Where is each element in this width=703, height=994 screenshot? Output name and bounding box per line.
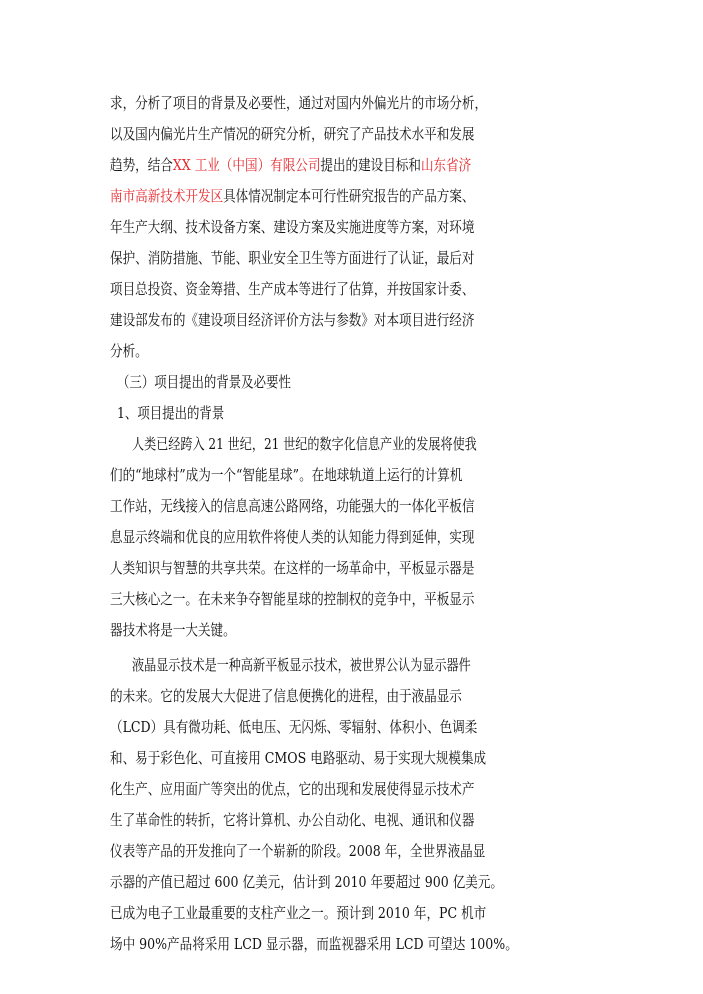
paragraph-line: 示器的产值已超过 600 亿美元，估计到 2010 年要超过 900 亿美元。 <box>110 873 503 891</box>
subsection-heading: 1、项目提出的背景 <box>117 404 225 422</box>
paragraph-line: 已成为电子工业最重要的支柱产业之一。预计到 2010 年，PC 机市 <box>110 904 487 922</box>
section-heading: （三）项目提出的背景及必要性 <box>117 373 291 391</box>
text-segment: 趋势，结合 <box>110 156 173 174</box>
paragraph-line-with-highlights <box>110 186 699 206</box>
paragraph-line: 求，分析了项目的背景及必要性，通过对国内外偏光片的市场分析， <box>110 94 488 112</box>
paragraph-line: 器技术将是一大关键。 <box>110 621 236 639</box>
highlighted-company-name: XX 工业（中国）有限公司 <box>172 156 321 174</box>
paragraph-line: 建设部发布的《建设项目经济评价方法与参数》对本项目进行经济 <box>110 311 475 329</box>
text-segment: 提出的建设目标和 <box>320 156 421 174</box>
paragraph-line: 人类已经跨入 21 世纪，21 世纪的数字化信息产业的发展将使我 <box>132 435 477 453</box>
paragraph-line: 年生产大纲、技术设备方案、建设方案及实施进度等方案，对环境 <box>110 218 475 236</box>
paragraph-line: 项目总投资、资金筹措、生产成本等进行了估算，并按国家计委、 <box>110 280 475 298</box>
paragraph-line: 液晶显示技术是一种高新平板显示技术，被世界公认为显示器件 <box>132 656 471 674</box>
paragraph-line: 生了革命性的转折，它将计算机、办公自动化、电视、通讯和仪器 <box>110 811 475 829</box>
paragraph-line: 们的“地球村”成为一个“智能星球”。在地球轨道上运行的计算机 <box>110 466 463 484</box>
paragraph-line: 息显示终端和优良的应用软件将使人类的认知能力得到延伸，实现 <box>110 528 475 546</box>
highlighted-location-continued: 南市高新技术开发区 <box>110 187 224 205</box>
paragraph-line: 化生产、应用面广等突出的优点，它的出现和发展使得显示技术产 <box>110 780 475 798</box>
paragraph-line: 以及国内偏光片生产情况的研究分析，研究了产品技术水平和发展 <box>110 125 475 143</box>
highlighted-location: 山东省济 <box>420 156 472 174</box>
paragraph-line: 保护、消防措施、节能、职业安全卫生等方面进行了认证，最后对 <box>110 249 475 267</box>
paragraph-line: 仪表等产品的开发推向了一个崭新的阶段。2008 年，全世界液晶显 <box>110 842 486 860</box>
paragraph-line: （LCD）具有微功耗、低电压、无闪烁、零辐射、体积小、色调柔 <box>110 718 478 736</box>
paragraph-line: 工作站，无线接入的信息高速公路网络，功能强大的一体化平板信 <box>110 497 475 515</box>
text-segment: 具体情况制定本可行性研究报告的产品方案、 <box>223 187 475 205</box>
paragraph-line: 三大核心之一。在未来争夺智能星球的控制权的竞争中，平板显示 <box>110 590 475 608</box>
paragraph-line: 场中 90%产品将采用 LCD 显示器，而监视器采用 LCD 可望达 100%。 <box>110 935 518 953</box>
paragraph-line: 分析。 <box>110 342 148 360</box>
paragraph-line: 和、易于彩色化、可直接用 CMOS 电路驱动、易于实现大规模集成 <box>110 749 487 767</box>
paragraph-line: 人类知识与智慧的共享共荣。在这样的一场革命中，平板显示器是 <box>110 559 475 577</box>
paragraph-line-with-highlights <box>110 155 699 175</box>
paragraph-line: 的未来。它的发展大大促进了信息便携化的进程，由于液晶显示 <box>110 687 462 705</box>
